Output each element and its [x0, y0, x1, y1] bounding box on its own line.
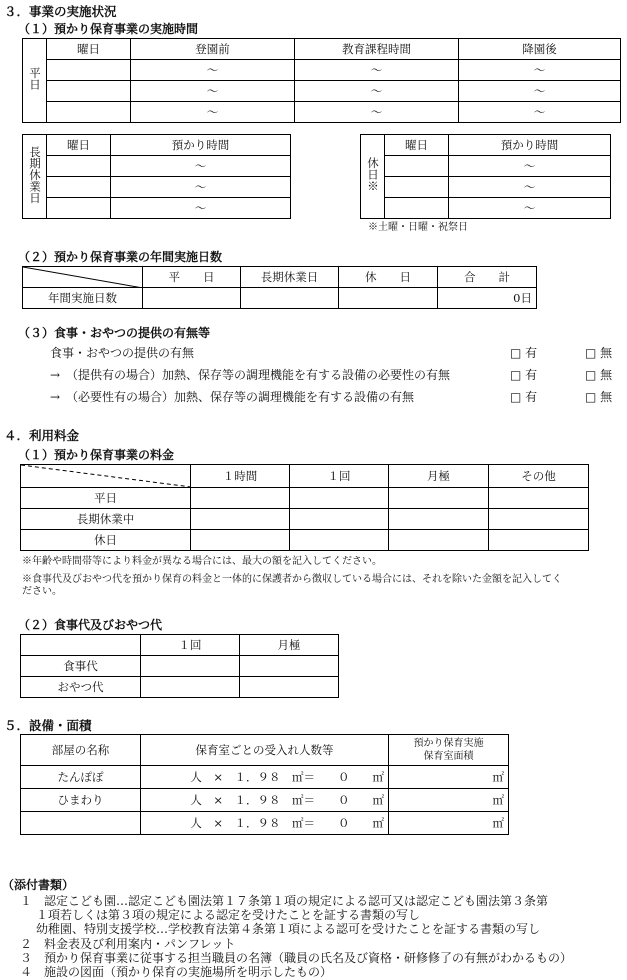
col-weekday: 曜日: [47, 135, 111, 156]
fee-cell[interactable]: [389, 509, 489, 530]
room-name[interactable]: ひまわり: [21, 789, 141, 812]
long-vacation-row-label: 長期休業日: [23, 135, 47, 219]
fee-cell[interactable]: [191, 530, 290, 551]
area-value[interactable]: ㎡: [389, 789, 509, 812]
section-3-1-title: （１）預かり保育事業の実施時間: [18, 22, 199, 36]
time-cell[interactable]: ～: [295, 102, 459, 123]
attachment-4: ４ 施設の図面（預かり保育の実施場所を明示したもの）: [20, 965, 333, 979]
attachment-3: ３ 預かり保育事業に従事する担当職員の名簿（職員の氏名及び資格・研修修了の有無がわかるもの）: [20, 951, 573, 965]
row-label-weekday: 平日: [21, 488, 191, 509]
time-cell[interactable]: ～: [459, 60, 621, 81]
fee-cell[interactable]: [389, 530, 489, 551]
col-monthly: 月極: [240, 635, 339, 656]
capacity-formula[interactable]: 人 × １．９８ ㎡＝ ０ ㎡: [141, 789, 389, 812]
col-total: 合 計: [438, 267, 537, 288]
weekday-row-label: 平日: [23, 39, 47, 123]
long-vacation-table: [22, 134, 291, 219]
meal-fee-table: [20, 634, 339, 698]
section-4-1-title: （１）預かり保育事業の料金: [18, 448, 175, 462]
time-cell[interactable]: ～: [111, 177, 291, 198]
fee-cell[interactable]: [389, 488, 489, 509]
fee-cell[interactable]: [141, 656, 240, 677]
attachment-1: １ 認定こども園…認定こども園法第１７条第１項の規定による認可又は認定こども園法第３条第: [20, 894, 549, 908]
section-3-2-title: （２）預かり保育事業の年間実施日数: [18, 250, 223, 264]
weekday-hours-table: [22, 38, 621, 123]
time-cell[interactable]: ～: [295, 60, 459, 81]
time-cell[interactable]: ～: [131, 81, 295, 102]
day-cell[interactable]: [47, 102, 131, 123]
room-name[interactable]: たんぽぽ: [21, 766, 141, 789]
area-value[interactable]: ㎡: [389, 766, 509, 789]
col-once: １回: [141, 635, 240, 656]
fee-note-2: ※食事代及びおやつ代を預かり保育の料金と一体的に保護者から徴収している場合には、それを除いた金額を記入してく: [22, 574, 562, 585]
section-4-2-title: （２）食事代及びおやつ代: [18, 618, 163, 632]
section-3-title: ３．事業の実施状況: [4, 4, 117, 19]
row-label-holiday: 休日: [21, 530, 191, 551]
attachment-1-cont: １項若しくは第３項の規定による認定を受けたことを証する書類の写し: [36, 908, 421, 922]
fee-cell[interactable]: [489, 530, 589, 551]
row-label-long-vacation: 長期休業中: [21, 509, 191, 530]
fee-cell[interactable]: [290, 530, 389, 551]
annual-days-label: 年間実施日数: [23, 288, 143, 309]
holiday-table: [360, 134, 611, 219]
row-label-meal: 食事代: [21, 656, 141, 677]
day-cell[interactable]: [47, 156, 111, 177]
time-cell[interactable]: ～: [449, 198, 611, 219]
day-cell[interactable]: [47, 60, 131, 81]
col-room-name: 部屋の名称: [21, 735, 141, 766]
time-cell[interactable]: ～: [131, 60, 295, 81]
checkbox-yes[interactable]: □ 有: [510, 390, 538, 404]
fee-cell[interactable]: [191, 509, 290, 530]
diagonal-dash-line-icon: [21, 465, 191, 487]
fee-cell[interactable]: [489, 488, 589, 509]
checkbox-no[interactable]: □ 無: [585, 390, 613, 404]
row-label-snack: おやつ代: [21, 677, 141, 698]
holidays-value[interactable]: [339, 288, 438, 309]
fee-table: [20, 464, 589, 551]
time-cell[interactable]: ～: [111, 156, 291, 177]
checkbox-yes[interactable]: □ 有: [510, 368, 538, 382]
diagonal-cell: [23, 267, 143, 288]
col-school: 教育課程時間: [295, 39, 459, 60]
fee-cell[interactable]: [489, 509, 589, 530]
section-5-title: ５．設備・面積: [4, 718, 92, 733]
section-4-title: ４．利用料金: [4, 428, 80, 443]
annual-days-table: [22, 266, 537, 309]
col-capacity: 保育室ごとの受入れ人数等: [141, 735, 389, 766]
question-cooking-need: → （提供有の場合）加熱、保存等の調理機能を有する設備の必要性の有無: [50, 368, 451, 382]
time-cell[interactable]: ～: [295, 81, 459, 102]
day-cell[interactable]: [385, 156, 449, 177]
checkbox-no[interactable]: □ 無: [585, 368, 613, 382]
col-after: 降園後: [459, 39, 621, 60]
day-cell[interactable]: [47, 177, 111, 198]
col-weekdays: 平 日: [143, 267, 241, 288]
fee-note-1: ※年齢や時間帯等により料金が異なる場合には、最大の額を記入してください。: [22, 556, 382, 567]
question-meals: 食事・おやつの提供の有無: [50, 346, 195, 360]
checkbox-yes[interactable]: □ 有: [510, 346, 538, 360]
capacity-formula[interactable]: 人 × １．９８ ㎡＝ ０ ㎡: [141, 766, 389, 789]
checkbox-no[interactable]: □ 無: [585, 346, 613, 360]
holiday-row-label: 休日※: [361, 135, 385, 219]
area-value[interactable]: ㎡: [389, 812, 509, 835]
fee-cell[interactable]: [290, 509, 389, 530]
capacity-formula[interactable]: 人 × １．９８ ㎡＝ ０ ㎡: [141, 812, 389, 835]
col-hours: 預かり時間: [449, 135, 611, 156]
col-monthly: 月極: [389, 465, 489, 488]
total-value: 0日: [438, 288, 537, 309]
fee-cell[interactable]: [240, 677, 339, 698]
col-weekday: 曜日: [385, 135, 449, 156]
time-cell[interactable]: ～: [449, 156, 611, 177]
holiday-note: ※土曜・日曜・祝祭日: [368, 222, 468, 233]
time-cell[interactable]: ～: [459, 81, 621, 102]
room-name[interactable]: [21, 812, 141, 835]
col-holidays: 休 日: [339, 267, 438, 288]
facility-table: [20, 734, 509, 835]
diagonal-cell: [21, 465, 191, 488]
empty-header-cell: [21, 635, 141, 656]
time-cell[interactable]: ～: [449, 177, 611, 198]
long-vacation-value[interactable]: [241, 288, 339, 309]
col-hours: 預かり時間: [111, 135, 291, 156]
day-cell[interactable]: [385, 198, 449, 219]
day-cell[interactable]: [47, 198, 111, 219]
attachments-title: （添付書類）: [2, 878, 75, 892]
time-cell[interactable]: ～: [111, 198, 291, 219]
attachment-1-kindergarten: 幼稚園、特別支援学校…学校教育法第４条第１項による認可を受けたことを証する書類の写し: [36, 922, 541, 936]
time-cell[interactable]: ～: [131, 102, 295, 123]
fee-cell[interactable]: [240, 656, 339, 677]
col-other: その他: [489, 465, 589, 488]
weekdays-value[interactable]: [143, 288, 241, 309]
col-long-vacation: 長期休業日: [241, 267, 339, 288]
fee-cell[interactable]: [191, 488, 290, 509]
col-hour: １時間: [191, 465, 290, 488]
fee-cell[interactable]: [141, 677, 240, 698]
fee-cell[interactable]: [290, 488, 389, 509]
time-cell[interactable]: ～: [459, 102, 621, 123]
attachment-2: ２ 料金表及び利用案内・パンフレット: [20, 937, 236, 951]
day-cell[interactable]: [385, 177, 449, 198]
col-before: 登園前: [131, 39, 295, 60]
diagonal-line-icon: [23, 267, 143, 288]
fee-note-2-cont: ださい。: [22, 586, 62, 597]
col-once: １回: [290, 465, 389, 488]
day-cell[interactable]: [47, 81, 131, 102]
section-3-3-title: （３）食事・おやつの提供の有無等: [18, 326, 211, 340]
question-cooking-equipment: → （必要性有の場合）加熱、保存等の調理機能を有する設備の有無: [50, 390, 415, 404]
col-weekday: 曜日: [47, 39, 131, 60]
col-area: 預かり保育実施 保育室面積: [389, 735, 509, 766]
